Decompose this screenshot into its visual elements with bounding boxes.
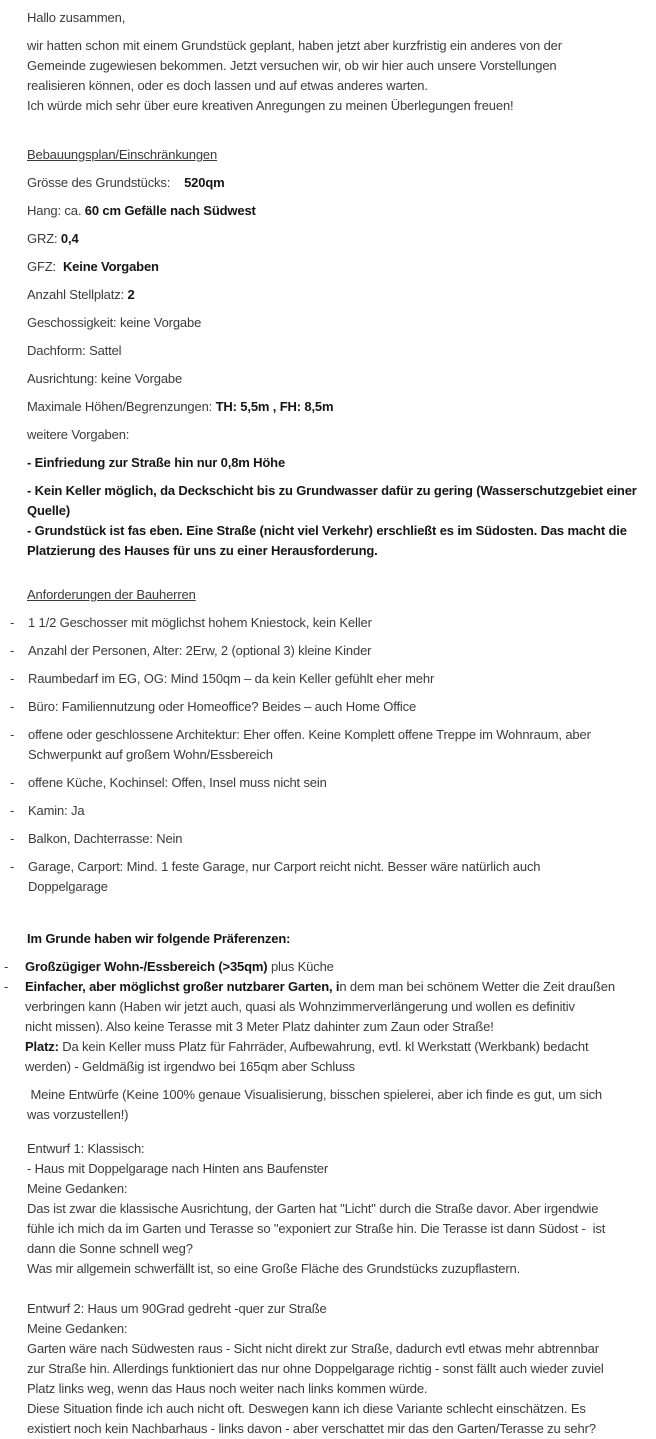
list-item-content <box>28 641 648 661</box>
text-run: Meine Gedanken: <box>27 1321 128 1336</box>
text-run: realisieren können, oder es doch lassen und auf etwas anderes warten. <box>27 78 428 93</box>
text-run: Garage, Carport: Mind. 1 feste Garage, nur Carport reicht nicht. Besser wäre natürlich auch <box>28 859 541 874</box>
text-run: Entwurf 1: Klassisch: <box>27 1141 145 1156</box>
list-item <box>10 641 648 661</box>
text-run: fühle ich mich da im Garten und Terasse so "exponiert zur Straße hin. Die Terasse ist dann Südost - ist <box>27 1221 606 1236</box>
bold-text: Quelle) <box>27 503 71 518</box>
text-line <box>27 1179 648 1199</box>
text-line <box>27 1139 648 1159</box>
text-line <box>27 229 648 249</box>
text-line <box>27 1239 648 1259</box>
text-run: Garten wäre nach Südwesten raus - Sicht nicht direkt zur Straße, dadurch evtl etwas mehr abtrennbar <box>27 1341 599 1356</box>
list-item <box>10 697 648 717</box>
paragraph <box>27 453 648 473</box>
text-line <box>27 1259 648 1279</box>
text-run: Hang: ca. <box>27 203 85 218</box>
paragraph <box>27 929 648 949</box>
bold-text: 0,4 <box>60 231 79 246</box>
text-run: wir hatten schon mit einem Grundstück geplant, haben jetzt aber kurzfristig ein anderes von der <box>27 38 562 53</box>
text-line <box>28 773 648 793</box>
text-line <box>25 957 648 977</box>
bullet-marker: - <box>10 859 15 874</box>
paragraph <box>27 425 648 445</box>
text-run: Platz links weg, wenn das Haus noch weiter nach links kommen würde. <box>27 1381 428 1396</box>
list-item-content <box>25 957 648 977</box>
text-line <box>28 725 648 745</box>
text-run: Schwerpunkt auf großem Wohn/Essbereich <box>28 747 273 762</box>
text-line <box>27 313 648 333</box>
list-item-content <box>28 829 648 849</box>
bullet-marker: - <box>10 727 15 742</box>
text-line <box>27 585 648 605</box>
bold-text: Einfacher, aber möglichst großer nutzbarer Garten, i <box>25 979 340 994</box>
section-heading <box>27 585 648 605</box>
list-item <box>4 957 648 977</box>
text-line <box>27 481 648 501</box>
text-run: plus Küche <box>267 959 334 974</box>
text-line <box>27 369 648 389</box>
bold-text: Platzierung des Hauses für uns zu einer Herausforderung. <box>27 543 378 558</box>
text-line <box>25 1037 648 1057</box>
text-line <box>27 929 648 949</box>
bold-text: 2 <box>127 287 135 302</box>
text-run: existiert noch kein Nachbarhaus - links davon - aber verschattet mir das den Garten/Terasse zu sehr? <box>27 1421 596 1436</box>
text-run: Meine Entwürfe (Keine 100% genaue Visualisierung, bisschen spielerei, aber ich finde es gut, um sich <box>27 1087 603 1102</box>
text-run: Gemeinde zugewiesen bekommen. Jetzt versuchen wir, ob wir hier auch unsere Vorstellungen <box>27 58 557 73</box>
heading-text: Anforderungen der Bauherren <box>27 587 196 602</box>
bullet-marker: - <box>4 959 9 974</box>
text-line <box>25 1017 648 1037</box>
text-run: offene oder geschlossene Architektur: Eher offen. Keine Komplett offene Treppe im Wohnraum, aber <box>28 727 591 742</box>
bullet-marker: - <box>10 671 15 686</box>
text-line <box>27 1399 648 1419</box>
text-run: Ausrichtung: keine Vorgabe <box>27 371 183 386</box>
list-item <box>10 773 648 793</box>
text-line <box>27 36 648 56</box>
list-item-content <box>28 801 648 821</box>
paragraph <box>27 481 648 561</box>
text-line <box>27 145 648 165</box>
text-line <box>27 96 648 116</box>
text-line <box>27 521 648 541</box>
text-line <box>27 201 648 221</box>
bullet-marker: - <box>10 775 15 790</box>
list-item <box>4 977 648 1077</box>
bold-text: - Grundstück ist fas eben. Eine Straße (nicht viel Verkehr) erschließt es im Südosten. Das macht die <box>27 523 627 538</box>
spacer <box>27 569 648 585</box>
bold-text: Platz: <box>25 1039 59 1054</box>
list-item-content <box>28 697 648 717</box>
text-run: Anzahl Stellplatz: <box>27 287 128 302</box>
text-run: Diese Situation finde ich auch nicht oft. Deswegen kann ich diese Variante schlecht einschätzen. Es <box>27 1401 586 1416</box>
bullet-marker: - <box>10 615 15 630</box>
text-line <box>27 1159 648 1179</box>
text-run: Anzahl der Personen, Alter: 2Erw, 2 (optional 3) kleine Kinder <box>28 643 372 658</box>
list-item-content <box>28 773 648 793</box>
list-item <box>10 801 648 821</box>
heading-text: Bebauungsplan/Einschränkungen <box>27 147 218 162</box>
text-run: 1 1/2 Geschosser mit möglichst hohem Kniestock, kein Keller <box>28 615 372 630</box>
text-line <box>27 397 648 417</box>
text-line <box>27 1339 648 1359</box>
bold-text: Großzügiger Wohn-/Essbereich (>35qm) <box>25 959 268 974</box>
text-line <box>27 341 648 361</box>
text-line <box>27 285 648 305</box>
text-line <box>25 1057 648 1077</box>
bullet-marker: - <box>10 831 15 846</box>
text-line <box>28 857 648 877</box>
list-item-content <box>28 613 648 633</box>
text-run: weitere Vorgaben: <box>27 427 130 442</box>
text-run: verbringen kann (Haben wir jetzt auch, quasi als Wohnzimmerverlängerung und wollen es definitiv <box>25 999 575 1014</box>
text-line <box>28 745 648 765</box>
paragraph <box>27 341 648 361</box>
text-run: Was mir allgemein schwerfällt ist, so eine Große Fläche des Grundstücks zuzupflastern. <box>27 1261 521 1276</box>
text-line <box>27 1379 648 1399</box>
paragraph <box>27 369 648 389</box>
bold-text: - Kein Keller möglich, da Deckschicht bis zu Grundwasser dafür zu gering (Wasserschutzgebiet einer <box>27 483 637 498</box>
text-run: werden) - Geldmäßig ist irgendwo bei 165qm aber Schluss <box>25 1059 355 1074</box>
text-run: Dachform: Sattel <box>27 343 122 358</box>
text-run: Da kein Keller muss Platz für Fahrräder, Aufbewahrung, evtl. kl Werkstatt (Werkbank) bedacht <box>58 1039 589 1054</box>
bold-text: 60 cm Gefälle nach Südwest <box>84 203 256 218</box>
text-run: was vorzustellen!) <box>27 1107 129 1122</box>
spacer <box>27 1287 648 1299</box>
text-line <box>27 541 648 561</box>
paragraph <box>27 173 648 193</box>
text-line <box>27 56 648 76</box>
text-run: zur Straße hin. Allerdings funktioniert das nur ohne Doppelgarage richtig - sonst fällt auch wieder zuviel <box>27 1361 604 1376</box>
list-item-content <box>25 977 648 1077</box>
text-run: Büro: Familiennutzung oder Homeoffice? Beides – auch Home Office <box>28 699 417 714</box>
list-item-content <box>28 857 648 897</box>
text-run: Balkon, Dachterrasse: Nein <box>28 831 183 846</box>
list-item <box>10 829 648 849</box>
paragraph <box>27 285 648 305</box>
text-run: - Haus mit Doppelgarage nach Hinten ans Baufenster <box>27 1161 329 1176</box>
text-line <box>27 1105 648 1125</box>
paragraph <box>27 257 648 277</box>
text-line <box>28 641 648 661</box>
text-line <box>27 501 648 521</box>
text-line <box>27 76 648 96</box>
text-line <box>28 669 648 689</box>
bullet-marker: - <box>10 643 15 658</box>
list-item <box>10 669 648 689</box>
paragraph <box>27 8 648 28</box>
text-line <box>25 977 648 997</box>
text-line <box>27 173 648 193</box>
text-line <box>27 425 648 445</box>
paragraph <box>27 36 648 116</box>
bold-text: TH: 5,5m , FH: 8,5m <box>215 399 334 414</box>
text-line <box>27 257 648 277</box>
text-line <box>27 1085 648 1105</box>
bold-text: 520qm <box>184 175 225 190</box>
text-run: Geschossigkeit: keine Vorgabe <box>27 315 202 330</box>
text-line <box>27 1419 648 1439</box>
text-run: dann die Sonne schnell weg? <box>27 1241 193 1256</box>
text-line <box>27 453 648 473</box>
text-line <box>28 829 648 849</box>
bold-text: Im Grunde haben wir folgende Präferenzen: <box>27 931 291 946</box>
paragraph <box>27 313 648 333</box>
paragraph <box>27 1299 648 1439</box>
paragraph <box>27 229 648 249</box>
spacer <box>27 905 648 929</box>
list-item <box>10 725 648 765</box>
text-run: Maximale Höhen/Begrenzungen: <box>27 399 216 414</box>
text-run: Entwurf 2: Haus um 90Grad gedreht -quer zur Straße <box>27 1301 327 1316</box>
list-item <box>10 857 648 897</box>
text-line <box>27 1319 648 1339</box>
text-line <box>28 801 648 821</box>
text-line <box>27 1359 648 1379</box>
text-line <box>25 997 648 1017</box>
text-run: n dem man bei schönem Wetter die Zeit draußen <box>339 979 615 994</box>
text-run: Grösse des Grundstücks: <box>27 175 185 190</box>
text-run: nicht missen). Also keine Terasse mit 3 Meter Platz dahinter zum Zaun oder Straße! <box>25 1019 494 1034</box>
bullet-marker: - <box>4 979 9 994</box>
paragraph <box>27 397 648 417</box>
text-line <box>28 697 648 717</box>
spacer <box>27 1077 648 1085</box>
bold-text: Keine Vorgaben <box>62 259 159 274</box>
text-run: Meine Gedanken: <box>27 1181 128 1196</box>
text-run: Doppelgarage <box>28 879 108 894</box>
text-run: Kamin: Ja <box>28 803 85 818</box>
paragraph <box>27 1085 648 1125</box>
text-run: Hallo zusammen, <box>27 10 126 25</box>
bullet-marker: - <box>10 803 15 818</box>
text-run: GRZ: <box>27 231 61 246</box>
paragraph <box>27 201 648 221</box>
text-run: GFZ: <box>27 259 63 274</box>
text-run: Ich würde mich sehr über eure kreativen Anregungen zu meinen Überlegungen freuen! <box>27 98 514 113</box>
text-line <box>28 613 648 633</box>
text-line <box>27 1199 648 1219</box>
list-item <box>10 613 648 633</box>
text-line <box>28 877 648 897</box>
text-run: Das ist zwar die klassische Ausrichtung, der Garten hat "Licht" durch die Straße davor. Aber irgendwie <box>27 1201 599 1216</box>
text-line <box>27 1219 648 1239</box>
text-run: offene Küche, Kochinsel: Offen, Insel muss nicht sein <box>28 775 327 790</box>
paragraph <box>27 1139 648 1279</box>
bold-text: - Einfriedung zur Straße hin nur 0,8m Höhe <box>27 455 286 470</box>
list-item-content <box>28 725 648 765</box>
spacer <box>27 124 648 145</box>
section-heading <box>27 145 648 165</box>
list-item-content <box>28 669 648 689</box>
bullet-marker: - <box>10 699 15 714</box>
text-line <box>27 8 648 28</box>
text-line <box>27 1299 648 1319</box>
text-run: Raumbedarf im EG, OG: Mind 150qm – da kein Keller gefühlt eher mehr <box>28 671 435 686</box>
